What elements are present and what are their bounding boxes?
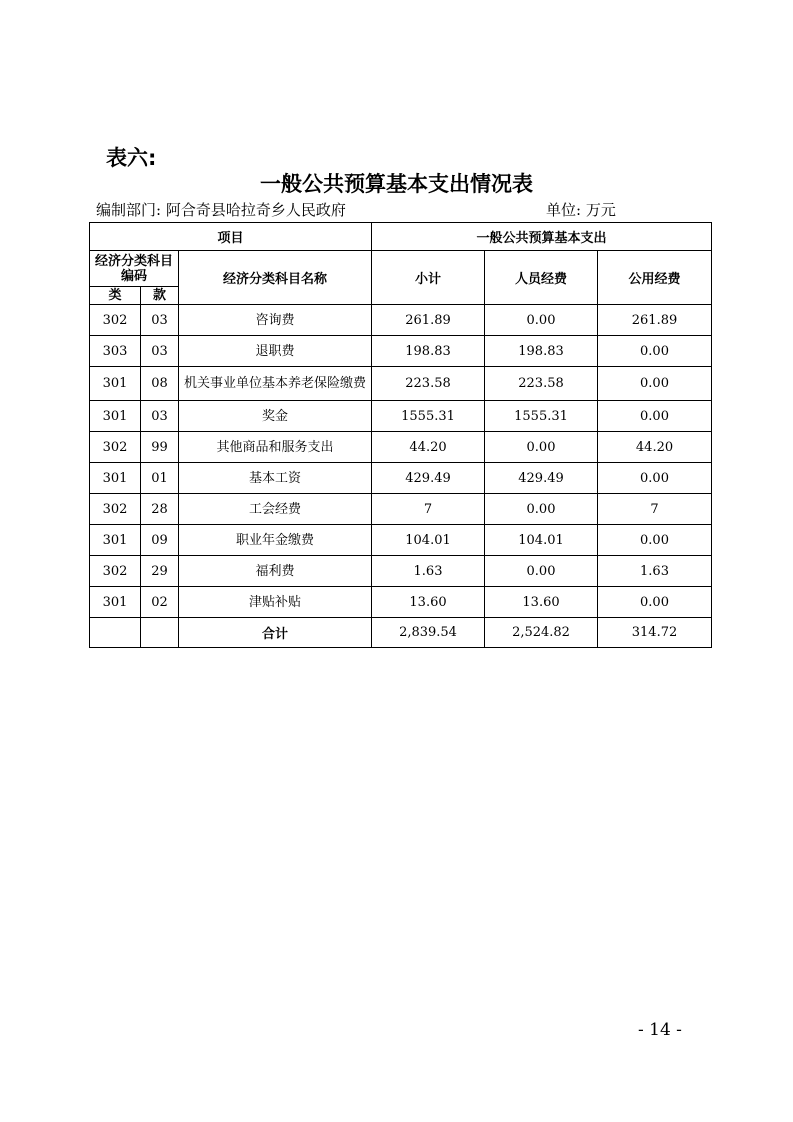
table-row (90, 463, 712, 494)
public-cell: 0.00 (598, 336, 712, 367)
header-code: 经济分类科目编码 (90, 251, 179, 287)
class-code-cell: 303 (90, 336, 141, 367)
header-public: 公用经费 (598, 251, 712, 305)
item-code-cell: 08 (141, 367, 179, 401)
item-name-cell: 福利费 (179, 556, 372, 587)
header-personnel: 人员经费 (485, 251, 598, 305)
personnel-cell: 0.00 (485, 494, 598, 525)
subtotal-cell: 1555.31 (372, 401, 485, 432)
subtotal-cell: 223.58 (372, 367, 485, 401)
item-name-cell: 津贴补贴 (179, 587, 372, 618)
department-label: 编制部门: 阿合奇县哈拉奇乡人民政府 (96, 201, 346, 219)
public-cell: 1.63 (598, 556, 712, 587)
item-name-cell: 退职费 (179, 336, 372, 367)
subtotal-cell: 104.01 (372, 525, 485, 556)
subtotal-cell: 198.83 (372, 336, 485, 367)
total-subtotal: 2,839.54 (372, 618, 485, 648)
item-name-cell: 奖金 (179, 401, 372, 432)
subtotal-cell: 13.60 (372, 587, 485, 618)
item-code-cell: 02 (141, 587, 179, 618)
item-code-cell: 28 (141, 494, 179, 525)
class-code-cell: 302 (90, 305, 141, 336)
table-row (90, 494, 712, 525)
header-item: 款 (141, 287, 179, 305)
header-name: 经济分类科目名称 (179, 251, 372, 305)
header-subtotal: 小计 (372, 251, 485, 305)
table-row (90, 587, 712, 618)
personnel-cell: 0.00 (485, 432, 598, 463)
empty-cell (90, 618, 141, 648)
item-name-cell: 工会经费 (179, 494, 372, 525)
total-public: 314.72 (598, 618, 712, 648)
subtotal-cell: 44.20 (372, 432, 485, 463)
public-cell: 0.00 (598, 525, 712, 556)
personnel-cell: 223.58 (485, 367, 598, 401)
class-code-cell: 301 (90, 401, 141, 432)
item-code-cell: 03 (141, 336, 179, 367)
item-code-cell: 99 (141, 432, 179, 463)
total-label: 合计 (179, 618, 372, 648)
table-row (90, 556, 712, 587)
public-cell: 0.00 (598, 587, 712, 618)
table-label: 表六: (106, 146, 157, 170)
header-row-2 (90, 251, 712, 287)
public-cell: 7 (598, 494, 712, 525)
total-row (90, 618, 712, 648)
unit-label: 单位: 万元 (546, 201, 616, 219)
subtotal-cell: 1.63 (372, 556, 485, 587)
class-code-cell: 301 (90, 525, 141, 556)
public-cell: 0.00 (598, 463, 712, 494)
class-code-cell: 302 (90, 494, 141, 525)
class-code-cell: 301 (90, 587, 141, 618)
total-personnel: 2,524.82 (485, 618, 598, 648)
personnel-cell: 0.00 (485, 556, 598, 587)
page-number: - 14 - (638, 1020, 682, 1040)
page-title: 一般公共预算基本支出情况表 (260, 172, 533, 196)
public-cell: 0.00 (598, 401, 712, 432)
table-row (90, 367, 712, 401)
item-name-cell: 职业年金缴费 (179, 525, 372, 556)
empty-cell (141, 618, 179, 648)
header-row-1 (90, 223, 712, 251)
item-code-cell: 09 (141, 525, 179, 556)
public-cell: 44.20 (598, 432, 712, 463)
personnel-cell: 0.00 (485, 305, 598, 336)
header-general-budget: 一般公共预算基本支出 (372, 223, 712, 251)
header-project: 项目 (90, 223, 372, 251)
table-row (90, 432, 712, 463)
personnel-cell: 429.49 (485, 463, 598, 494)
personnel-cell: 1555.31 (485, 401, 598, 432)
item-name-cell: 咨询费 (179, 305, 372, 336)
item-name-cell: 基本工资 (179, 463, 372, 494)
public-cell: 0.00 (598, 367, 712, 401)
budget-table (89, 222, 712, 648)
table-row (90, 336, 712, 367)
class-code-cell: 302 (90, 556, 141, 587)
personnel-cell: 198.83 (485, 336, 598, 367)
item-code-cell: 01 (141, 463, 179, 494)
table-row (90, 525, 712, 556)
item-name-cell: 机关事业单位基本养老保险缴费 (179, 367, 372, 401)
subtotal-cell: 7 (372, 494, 485, 525)
public-cell: 261.89 (598, 305, 712, 336)
personnel-cell: 104.01 (485, 525, 598, 556)
item-name-cell: 其他商品和服务支出 (179, 432, 372, 463)
class-code-cell: 301 (90, 367, 141, 401)
header-class: 类 (90, 287, 141, 305)
item-code-cell: 29 (141, 556, 179, 587)
table-row (90, 305, 712, 336)
table-row (90, 401, 712, 432)
item-code-cell: 03 (141, 305, 179, 336)
class-code-cell: 302 (90, 432, 141, 463)
subtotal-cell: 261.89 (372, 305, 485, 336)
class-code-cell: 301 (90, 463, 141, 494)
item-code-cell: 03 (141, 401, 179, 432)
subtotal-cell: 429.49 (372, 463, 485, 494)
personnel-cell: 13.60 (485, 587, 598, 618)
